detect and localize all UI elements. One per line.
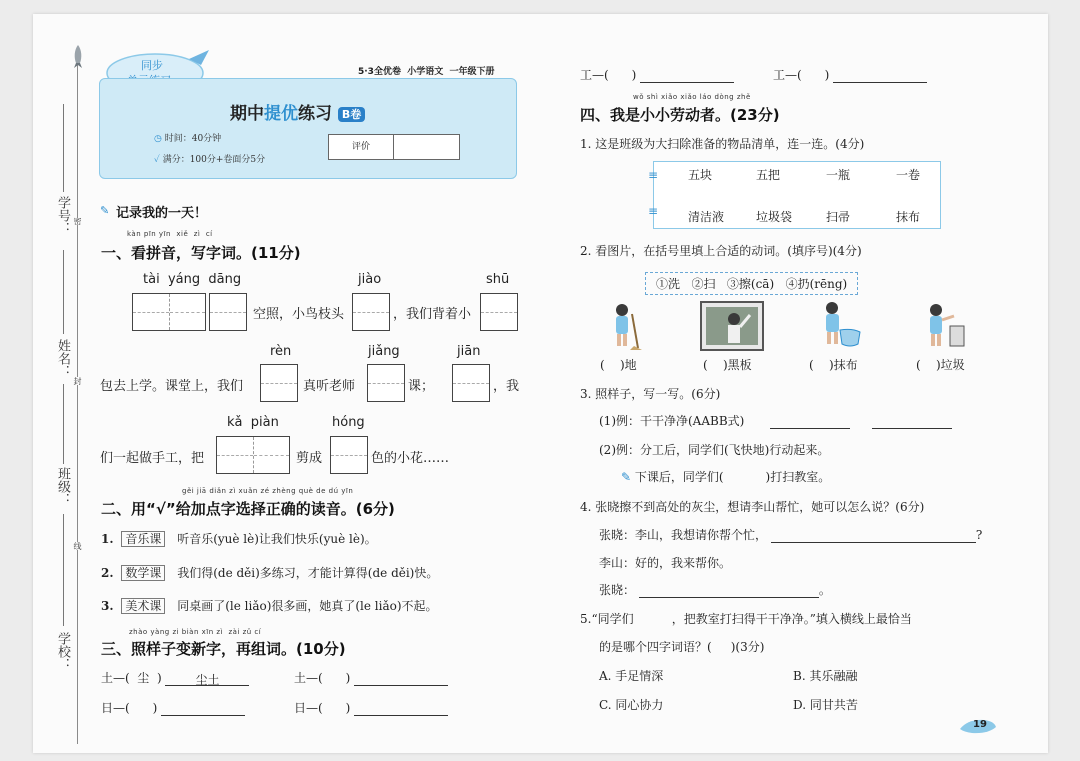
list-top-1[interactable]: 五块: [688, 168, 713, 182]
clock-icon: ◷: [154, 134, 162, 144]
name-line: [63, 250, 64, 334]
list-bottom-2[interactable]: 垃圾袋: [756, 210, 793, 224]
s3-pinyin: zhào yàng zi biàn xīn zì zài zǔ cí: [129, 628, 262, 636]
workbook-page: [33, 14, 1048, 753]
r2-text-1: 真听老师: [303, 379, 356, 394]
s1-pinyin: kàn pīn yīn xiě zì cí: [127, 230, 213, 238]
page-number-badge: [958, 717, 998, 735]
r2-pinyin-1: rèn: [270, 344, 292, 359]
r1-pinyin-3: shū: [486, 272, 510, 287]
fill-4[interactable]: ( )垃圾: [916, 358, 965, 372]
q3-3-text[interactable]: 下课后，同学们( )打扫教室。: [634, 470, 831, 484]
time-row: [154, 131, 221, 144]
s4-pinyin: wǒ shì xiǎo xiǎo láo dòng zhě: [633, 93, 751, 101]
s2-item-3-tag: 美术课: [121, 598, 165, 614]
s3-item-3: [101, 699, 245, 716]
q3-2: (2)例：分工后，同学们(飞快地)行动起来。: [599, 443, 830, 457]
paper-version-tag: B卷: [338, 107, 365, 122]
supply-list: [648, 161, 941, 229]
r1-box-2[interactable]: [209, 293, 247, 331]
class-line: [63, 384, 64, 464]
sweeping-girl-illustration: [606, 302, 642, 354]
s2-item-2: [101, 564, 438, 581]
series-label: 5·3全优卷 小学语文 一年级下册: [358, 67, 495, 77]
check-icon: ✓: [154, 155, 160, 165]
class-label: 班级：: [55, 467, 70, 506]
r-top-item-1-char[interactable]: 工—( ): [580, 68, 637, 82]
pencil-icon: ✎: [100, 204, 110, 217]
s2-item-3-text[interactable]: 同桌画了(le liǎo)很多画，她真了(le liǎo)不起。: [177, 599, 438, 613]
s2-item-1-tag: 音乐课: [121, 531, 165, 547]
s3-example-1-char: 土—( 尘 ): [101, 671, 162, 685]
r2-text-3: ，我: [493, 379, 520, 394]
s4-title: 四、我是小小劳动者。(23分): [580, 106, 780, 124]
r2-box-1[interactable]: [260, 364, 298, 402]
q3-1-text: (1)例：干干净净(AABB式): [599, 414, 745, 428]
school-line: [63, 514, 64, 626]
time-text: 时间：40分钟: [164, 134, 222, 144]
r-top-item-2-answer[interactable]: [833, 68, 927, 83]
list-top-4[interactable]: 一卷: [896, 168, 921, 182]
blackboard-illustration: [700, 301, 764, 355]
option-a[interactable]: A. 手足情深: [599, 669, 664, 683]
s3-item-4: [294, 699, 448, 716]
q4-question-mark: ?: [975, 528, 983, 542]
s3-item-4-answer[interactable]: [354, 701, 448, 716]
list-bottom-3[interactable]: 扫帚: [826, 210, 851, 224]
r3-box-1[interactable]: [216, 436, 290, 474]
s3-item-4-char[interactable]: 日—( ): [294, 701, 351, 715]
title-highlight: 提优: [264, 104, 298, 124]
q3-3: [621, 468, 830, 485]
q4-line-1-text: 张晓：李山，我想请你帮个忙，: [599, 528, 768, 542]
spiral-icon-2: ≡: [648, 204, 659, 218]
evaluation-field[interactable]: [394, 135, 459, 159]
s3-example-1-answer-text: 尘土: [195, 673, 220, 687]
r3-text-2: 色的小花……: [371, 451, 450, 466]
s2-item-2-text[interactable]: 我们得(de děi)多练习，才能计算得(de děi)快。: [177, 566, 439, 580]
badge-line1: 同步: [141, 59, 163, 72]
student-number-label: 学号：: [55, 196, 70, 235]
verb-options: ①洗 ②扫 ③擦(cā) ④扔(rēng): [645, 272, 858, 295]
s3-item-3-char[interactable]: 日—( ): [101, 701, 158, 715]
r2-box-2[interactable]: [367, 364, 405, 402]
school-label: 学校：: [55, 632, 70, 671]
header-panel: [99, 78, 517, 179]
r-top-item-1: [580, 66, 734, 83]
evaluation-label: 评价: [329, 135, 394, 159]
list-bottom-4[interactable]: 抹布: [896, 210, 921, 224]
exam-title: [230, 99, 365, 124]
s3-example-1-answer: [165, 671, 249, 686]
s3-item-3-answer[interactable]: [161, 701, 245, 716]
r3-text-1: 剪成: [296, 451, 323, 466]
r3-pinyin-2: hóng: [332, 415, 365, 430]
s1-title: 一、看拼音，写字词。(11分): [101, 244, 301, 262]
s3-item-2: [294, 669, 448, 686]
fill-1[interactable]: ( )地: [600, 358, 637, 372]
fill-2[interactable]: ( )黑板: [703, 358, 752, 372]
s2-item-1: [101, 530, 377, 547]
option-d[interactable]: D. 同甘共苦: [793, 698, 858, 712]
q4-line-1: [599, 526, 982, 543]
r2-pinyin-3: jiān: [457, 344, 481, 359]
s2-item-3-num: 3.: [101, 599, 114, 613]
seal-mark-2: 封: [73, 377, 82, 385]
washing-girl-illustration: [812, 300, 862, 354]
intro-heading: 记录我的一天！: [116, 206, 208, 221]
r-top-item-1-answer[interactable]: [640, 68, 734, 83]
pencil-tip-icon: ✎: [621, 470, 632, 484]
name-label: 姓名：: [55, 339, 70, 378]
r-top-item-2-char[interactable]: 工—( ): [773, 68, 830, 82]
r2-pinyin-2: jiǎng: [368, 344, 400, 359]
binding-line: [77, 54, 78, 744]
page-number: 19: [973, 719, 987, 730]
q4-line-3: [599, 581, 831, 598]
r1-pinyin-1: tài yáng dāng: [143, 272, 242, 287]
s3-item-2-char[interactable]: 土—( ): [294, 671, 351, 685]
list-top-2[interactable]: 五把: [756, 168, 781, 182]
score-row: [154, 152, 265, 165]
s2-item-1-text[interactable]: 听音乐(yuè lè)让我们快乐(yuè lè)。: [177, 532, 377, 546]
list-top-3[interactable]: 一瓶: [826, 168, 851, 182]
s2-item-1-num: 1.: [101, 532, 114, 546]
q1-text: 1. 这是班级为大扫除准备的物品清单，连一连。(4分): [580, 137, 865, 151]
list-bottom-1[interactable]: 清洁液: [688, 210, 725, 224]
r1-box-4[interactable]: [480, 293, 518, 331]
r2-box-3[interactable]: [452, 364, 490, 402]
title-post: 练习: [298, 104, 332, 124]
q4-line-2: 李山：好的，我来帮你。: [599, 556, 732, 570]
s2-title: 二、用“√”给加点字选择正确的读音。(6分): [101, 500, 395, 518]
r2-text-0: 包去上学。课堂上，我们: [100, 379, 244, 394]
score-text: 满分：100分+卷面分5分: [162, 155, 266, 165]
r1-text-1: 空照，小鸟枝头: [253, 307, 345, 322]
r1-pinyin-2: jiào: [358, 272, 382, 287]
q4-text: 4. 张晓擦不到高处的灰尘，想请李山帮忙，她可以怎么说？(6分): [580, 500, 925, 514]
r3-text-0: 们一起做手工，把: [100, 451, 205, 466]
s2-item-2-num: 2.: [101, 566, 114, 580]
q4-line-3-text: 张晓：: [599, 583, 636, 597]
option-c[interactable]: C. 同心协力: [599, 698, 664, 712]
q5-line-b: 的是哪个四字词语？( )(3分): [599, 640, 765, 654]
evaluation-box: [328, 134, 460, 160]
q3-text: 3. 照样子，写一写。(6分): [580, 387, 721, 401]
fill-3[interactable]: ( )抹布: [809, 358, 858, 372]
student-number-line: [63, 104, 64, 192]
r2-text-2: 课；: [408, 379, 435, 394]
seal-mark-1: 密: [73, 217, 82, 225]
r1-box-3[interactable]: [352, 293, 390, 331]
s2-item-3: [101, 597, 438, 614]
q2-text: 2. 看图片，在括号里填上合适的动词。(填序号)(4分): [580, 244, 862, 258]
r1-box-1[interactable]: [132, 293, 206, 331]
q3-1-answer-2[interactable]: [872, 414, 952, 429]
q4-line-1-answer[interactable]: [771, 528, 976, 543]
q4-period: 。: [818, 583, 831, 597]
q5-line-a: 5.“同学们 ，把教室打扫得干干净净。”填入横线上最恰当: [580, 612, 912, 626]
s3-title: 三、照样子变新字，再组词。(10分): [101, 640, 346, 658]
s2-item-2-tag: 数学课: [121, 565, 165, 581]
r3-pinyin-1: kǎ piàn: [227, 415, 279, 430]
s3-item-2-answer[interactable]: [354, 671, 448, 686]
title-pre: 期中: [230, 104, 264, 124]
option-b[interactable]: B. 其乐融融: [793, 669, 858, 683]
r3-box-2[interactable]: [330, 436, 368, 474]
r1-text-2: ，我们背着小: [393, 307, 472, 322]
q3-1: [599, 412, 952, 429]
s2-pinyin: gěi jiā diǎn zì xuǎn zé zhèng què de dú yīn: [182, 487, 354, 495]
s3-example-1: [101, 669, 249, 686]
q4-line-3-answer[interactable]: [639, 583, 819, 598]
seal-mark-3: 线: [73, 542, 82, 550]
trash-girl-illustration: [920, 302, 968, 354]
spiral-icon-1: ≡: [648, 168, 659, 182]
r-top-item-2: [773, 66, 927, 83]
rocket-icon: [71, 44, 85, 74]
q3-1-answer-1[interactable]: [770, 414, 850, 429]
